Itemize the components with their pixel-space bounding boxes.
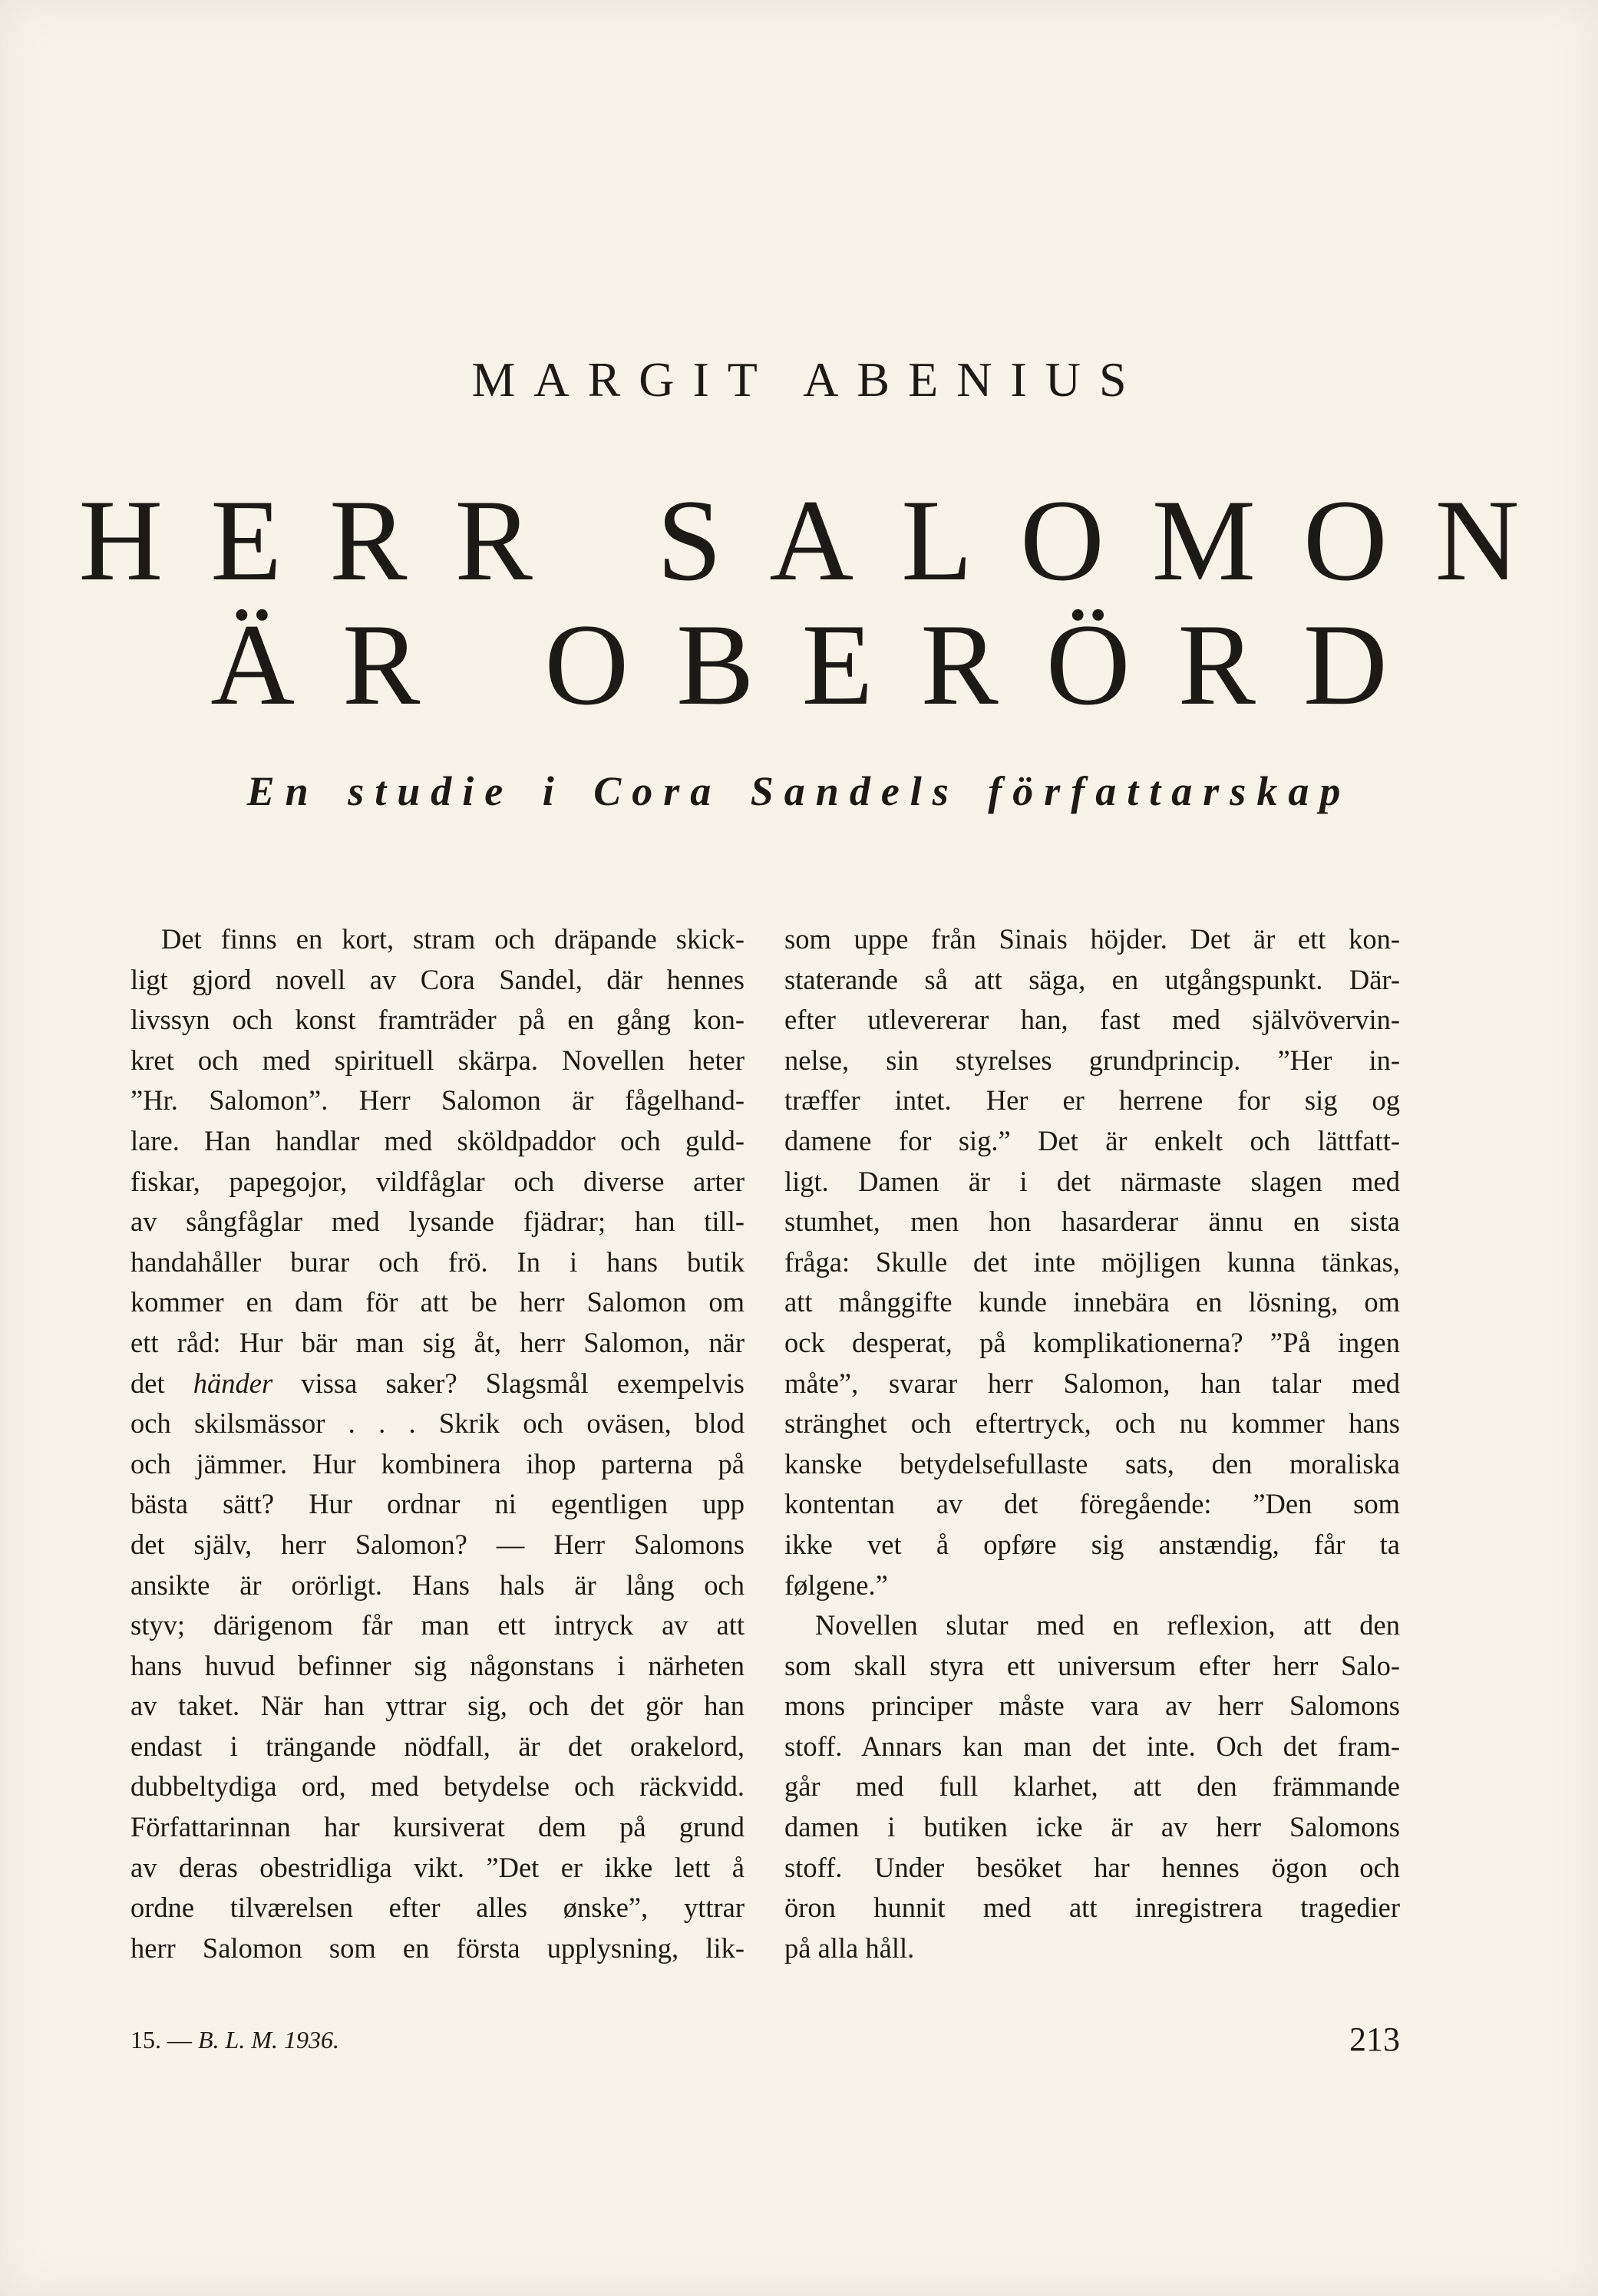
- text-line: hans huvud befinner sig någonstans i närheten: [130, 1649, 745, 1681]
- text-line: ikke vet å opføre sig anstændig, får ta: [784, 1528, 1400, 1560]
- text-line: fiskar, papegojor, vildfåglar och diverse arter: [130, 1165, 745, 1197]
- text-line: livssyn och konst framträder på en gång kon-: [130, 1004, 745, 1036]
- footer-signature: [130, 2026, 339, 2054]
- text-line: endast i trängande nödfall, är det orakelord,: [130, 1730, 745, 1762]
- text-line: ”Hr. Salomon”. Herr Salomon är fågelhand-: [130, 1084, 745, 1117]
- text-line: følgene.”: [784, 1569, 888, 1601]
- text-line: stumhet, men hon hasarderar ännu en sista: [784, 1206, 1400, 1238]
- article-subtitle: En studie i Cora Sandels författarskap: [246, 768, 1352, 814]
- article-title-line-1: HERR SALOMON: [78, 476, 1567, 605]
- text-line: det händer vissa saker? Slagsmål exempelvis: [130, 1367, 745, 1399]
- article-title-line-2: ÄR OBERÖRD: [210, 600, 1435, 729]
- text-line: det själv, herr Salomon? — Herr Salomons: [130, 1528, 745, 1560]
- text-line: efter utlevererar han, fast med självövervin-: [784, 1004, 1400, 1036]
- text-line: ett råd: Hur bär man sig åt, herr Salomon, när: [130, 1326, 745, 1358]
- text-line: kret och med spirituell skärpa. Novellen heter: [130, 1044, 745, 1076]
- text-line: kontentan av det föregående: ”Den som: [784, 1488, 1400, 1520]
- text-line: ligt gjord novell av Cora Sandel, där hennes: [130, 963, 745, 995]
- text-line: som skall styra ett universum efter herr Salo-: [784, 1649, 1400, 1681]
- text-line: nelse, sin styrelses grundprincip. ”Her in-: [784, 1044, 1400, 1076]
- text-line: och skilsmässor . . . Skrik och oväsen, blod: [130, 1407, 745, 1440]
- text-line: öron hunnit med att inregistrera tragedier: [784, 1892, 1400, 1924]
- text-line: fråga: Skulle det inte möjligen kunna tänkas,: [784, 1245, 1400, 1278]
- page-number: 213: [1349, 2021, 1400, 2058]
- text-line: går med full klarhet, att den främmande: [784, 1770, 1400, 1803]
- text-line: av deras obestridliga vikt. ”Det er ikke lett å: [130, 1851, 745, 1883]
- text-column-right: [784, 919, 1400, 1968]
- text-line: lare. Han handlar med sköldpaddor och guld-: [130, 1124, 745, 1156]
- text-line: Det finns en kort, stram och dräpande skick-: [161, 923, 745, 955]
- text-line: stoff. Annars kan man det inte. Och det fram-: [784, 1730, 1400, 1762]
- text-line: ligt. Damen är i det närmaste slagen med: [784, 1165, 1400, 1197]
- text-line: mons principer måste vara av herr Salomons: [784, 1690, 1400, 1722]
- text-line: Författarinnan har kursiverat dem på grund: [130, 1811, 745, 1843]
- text-line: ansikte är orörligt. Hans hals är lång och: [130, 1569, 745, 1601]
- text-line: damen i butiken icke är av herr Salomons: [784, 1811, 1400, 1843]
- text-line: måte”, svarar herr Salomon, han talar med: [784, 1367, 1400, 1399]
- author-name: MARGIT ABENIUS: [471, 352, 1145, 407]
- text-line: stoff. Under besöket har hennes ögon och: [784, 1851, 1400, 1883]
- text-column-left: [130, 919, 745, 1968]
- text-line: som uppe från Sinais höjder. Det är ett kon-: [784, 923, 1400, 955]
- text-line: och jämmer. Hur kombinera ihop parterna på: [130, 1447, 745, 1480]
- text-line: av taket. När han yttrar sig, och det gör han: [130, 1690, 745, 1722]
- text-line: bästa sätt? Hur ordnar ni egentligen upp: [130, 1488, 745, 1520]
- text-line: Novellen slutar med en reflexion, att den: [815, 1609, 1400, 1641]
- text-line: træffer intet. Her er herrene for sig og: [784, 1084, 1400, 1117]
- text-line: dubbeltydiga ord, med betydelse och räckvidd.: [130, 1770, 745, 1803]
- journal-reference: B. L. M. 1936.: [198, 2026, 339, 2054]
- text-line: att månggifte kunde innebära en lösning, om: [784, 1286, 1400, 1318]
- text-line: kanske betydelsefullaste sats, den moraliska: [784, 1447, 1400, 1480]
- text-line: herr Salomon som en första upplysning, lik-: [130, 1931, 745, 1964]
- text-line: staterande så att säga, en utgångspunkt. Där-: [784, 963, 1400, 995]
- text-line: ock desperat, på komplikationerna? ”På ingen: [784, 1326, 1400, 1358]
- text-line: damene for sig.” Det är enkelt och lättfatt-: [784, 1124, 1400, 1156]
- signature-number: 15. —: [130, 2026, 192, 2054]
- text-line: stränghet och eftertryck, och nu kommer hans: [784, 1407, 1400, 1440]
- text-line: handahåller burar och frö. In i hans butik: [130, 1245, 745, 1278]
- text-line: styv; därigenom får man ett intryck av att: [130, 1609, 745, 1641]
- text-line: kommer en dam för att be herr Salomon om: [130, 1286, 745, 1318]
- text-line: på alla håll.: [784, 1931, 915, 1964]
- text-line: av sångfåglar med lysande fjädrar; han till-: [130, 1206, 745, 1238]
- text-line: ordne tilværelsen efter alles ønske”, yttrar: [130, 1892, 745, 1924]
